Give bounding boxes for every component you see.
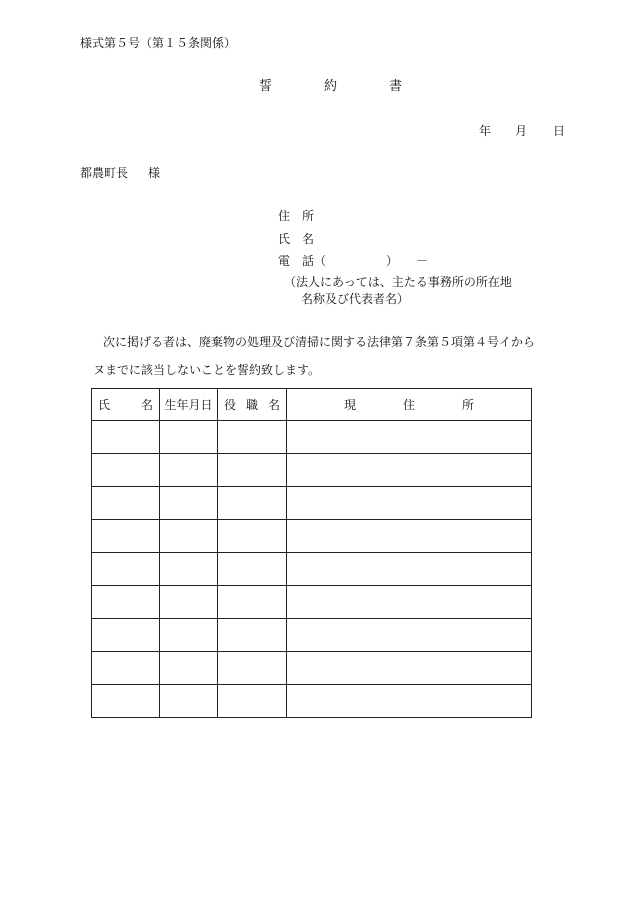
header-dob: 生年月日 [160,389,218,421]
pledge-text-line2: ヌまでに該当しないことを誓約致します。 [93,363,321,377]
cell-name[interactable] [92,421,160,454]
header-name: 氏 名 [92,389,160,421]
table-row [92,586,532,619]
cell-name[interactable] [92,553,160,586]
date-year-field[interactable]: 年 [479,124,492,138]
corporate-note-line2: 名称及び代表者名） [301,292,410,306]
pledger-address-field[interactable]: 住 所 [278,209,315,223]
pledge-text-line1: 次に掲げる者は、廃棄物の処理及び清掃に関する法律第７条第５項第４号イから [103,335,536,349]
cell-role[interactable] [218,421,287,454]
cell-dob[interactable] [160,487,218,520]
cell-name[interactable] [92,454,160,487]
table-row [92,685,532,718]
table-body [92,421,532,718]
cell-dob[interactable] [160,685,218,718]
addressee [80,167,160,179]
cell-dob[interactable] [160,652,218,685]
cell-role[interactable] [218,553,287,586]
header-address: 現 住 所 [287,389,532,421]
cell-name[interactable] [92,619,160,652]
cell-role[interactable] [218,520,287,553]
pledger-phone-field[interactable]: 電 話（ ） － [278,254,429,268]
cell-dob[interactable] [160,553,218,586]
cell-name[interactable] [92,487,160,520]
pledger-name-field[interactable]: 氏 名 [278,232,315,246]
addressee-org: 都農町長 [80,166,129,180]
table-row [92,421,532,454]
title-char: 約 [323,79,337,94]
cell-address[interactable] [287,652,532,685]
cell-name[interactable] [92,685,160,718]
cell-dob[interactable] [160,586,218,619]
title-char: 書 [389,79,403,94]
cell-dob[interactable] [160,421,218,454]
cell-dob[interactable] [160,520,218,553]
pledge-table [91,388,532,718]
cell-role[interactable] [218,454,287,487]
table-row [92,553,532,586]
addressee-honorific: 様 [148,166,161,180]
cell-role[interactable] [218,685,287,718]
title-char: 誓 [258,79,272,94]
cell-address[interactable] [287,421,532,454]
cell-role[interactable] [218,487,287,520]
table-row [92,454,532,487]
cell-address[interactable] [287,553,532,586]
cell-dob[interactable] [160,619,218,652]
cell-name[interactable] [92,652,160,685]
table-row [92,652,532,685]
corporate-note-line1: （法人にあっては、主たる事務所の所在地 [284,275,512,289]
cell-address[interactable] [287,685,532,718]
table-row [92,619,532,652]
date-line [479,125,565,137]
cell-address[interactable] [287,454,532,487]
header-role: 役 職 名 [218,389,287,421]
table-header-row [92,389,532,421]
cell-role[interactable] [218,586,287,619]
table-row [92,487,532,520]
cell-address[interactable] [287,487,532,520]
cell-dob[interactable] [160,454,218,487]
date-day-field[interactable]: 日 [553,124,566,138]
cell-address[interactable] [287,520,532,553]
form-number: 様式第５号（第１５条関係） [80,36,237,50]
table-row [92,520,532,553]
cell-role[interactable] [218,619,287,652]
cell-address[interactable] [287,586,532,619]
cell-name[interactable] [92,586,160,619]
cell-name[interactable] [92,520,160,553]
document-title [0,80,630,93]
date-month-field[interactable]: 月 [515,124,528,138]
cell-role[interactable] [218,652,287,685]
cell-address[interactable] [287,619,532,652]
